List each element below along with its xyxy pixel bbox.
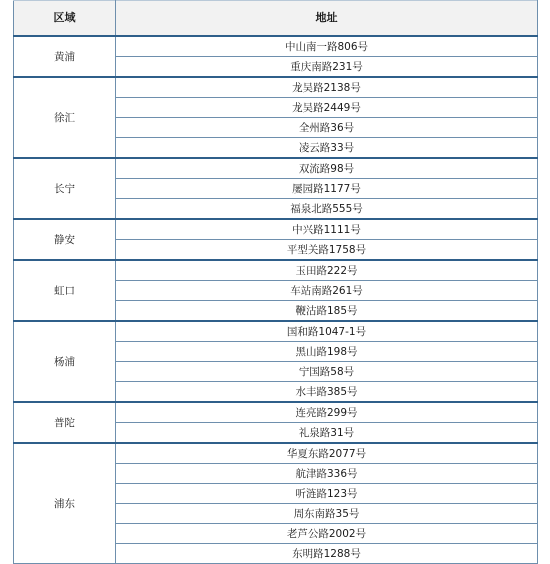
table-row <box>14 158 538 179</box>
address-cell: 平型关路1758号 <box>116 240 538 261</box>
address-cell: 玉田路222号 <box>116 260 538 281</box>
district-column-header: 区域 <box>14 1 116 37</box>
table-row <box>14 36 538 57</box>
address-cell: 周东南路35号 <box>116 504 538 524</box>
address-cell: 国和路1047-1号 <box>116 321 538 342</box>
header-row <box>14 1 538 37</box>
table-row <box>14 402 538 423</box>
district-address-table <box>13 0 538 564</box>
address-cell: 中兴路1111号 <box>116 219 538 240</box>
address-cell: 水丰路385号 <box>116 382 538 403</box>
address-cell: 黑山路198号 <box>116 342 538 362</box>
district-cell: 普陀 <box>14 402 116 443</box>
address-cell: 双流路98号 <box>116 158 538 179</box>
address-cell: 听涟路123号 <box>116 484 538 504</box>
address-cell: 鞭沽路185号 <box>116 301 538 322</box>
table-body <box>14 36 538 564</box>
address-cell: 车站南路261号 <box>116 281 538 301</box>
table-row <box>14 260 538 281</box>
district-cell: 静安 <box>14 219 116 260</box>
address-cell: 龙吴路2138号 <box>116 77 538 98</box>
address-cell: 中山南一路806号 <box>116 36 538 57</box>
address-cell: 重庆南路231号 <box>116 57 538 78</box>
address-cell: 东明路1288号 <box>116 544 538 564</box>
address-cell: 老芦公路2002号 <box>116 524 538 544</box>
district-cell: 浦东 <box>14 443 116 564</box>
address-cell: 宁国路58号 <box>116 362 538 382</box>
address-cell: 连亮路299号 <box>116 402 538 423</box>
district-cell: 黄浦 <box>14 36 116 77</box>
district-cell: 徐汇 <box>14 77 116 158</box>
district-cell: 虹口 <box>14 260 116 321</box>
district-cell: 长宁 <box>14 158 116 219</box>
address-column-header: 地址 <box>116 1 538 37</box>
table-row <box>14 219 538 240</box>
table-row <box>14 77 538 98</box>
table-row <box>14 321 538 342</box>
address-cell: 屡园路1177号 <box>116 179 538 199</box>
address-cell: 龙吴路2449号 <box>116 98 538 118</box>
table-row <box>14 443 538 464</box>
address-cell: 福泉北路555号 <box>116 199 538 220</box>
district-cell: 杨浦 <box>14 321 116 402</box>
address-table-container <box>13 0 537 564</box>
address-cell: 华夏东路2077号 <box>116 443 538 464</box>
address-cell: 凌云路33号 <box>116 138 538 159</box>
address-cell: 航津路336号 <box>116 464 538 484</box>
address-cell: 全州路36号 <box>116 118 538 138</box>
address-cell: 礼泉路31号 <box>116 423 538 444</box>
